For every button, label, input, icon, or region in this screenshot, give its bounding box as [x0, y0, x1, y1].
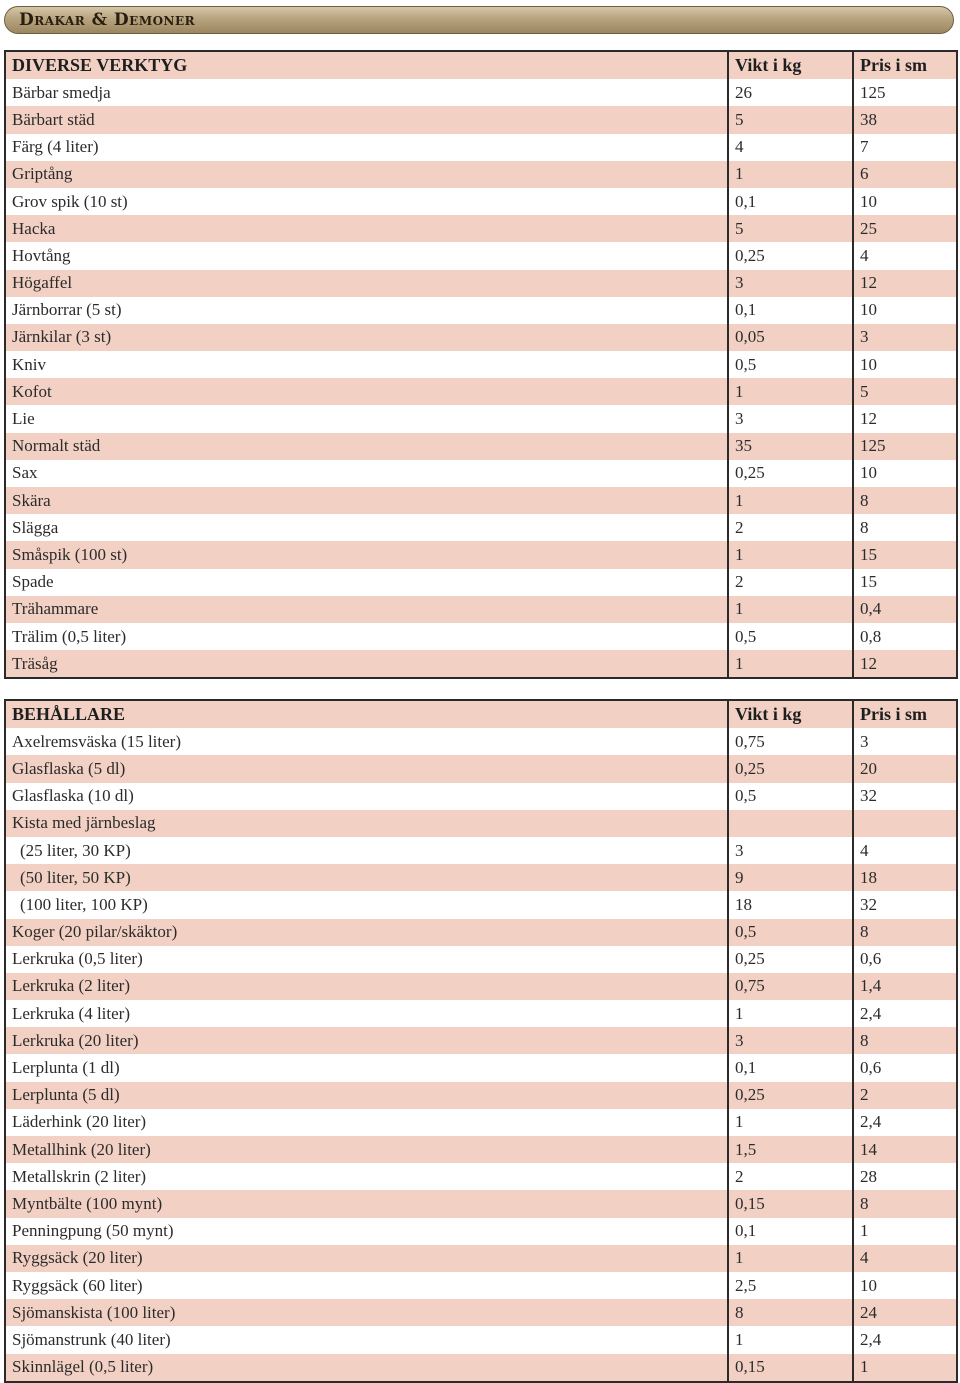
item-price: 8 [853, 1027, 957, 1054]
item-weight: 1,5 [728, 1136, 853, 1163]
table-row [5, 79, 957, 106]
item-name: Axelremsväska (15 liter) [5, 728, 728, 755]
item-price: 2 [853, 1082, 957, 1109]
item-weight: 3 [728, 1027, 853, 1054]
item-name: (100 liter, 100 KP) [5, 891, 728, 918]
item-price: 12 [853, 270, 957, 297]
table-row [5, 973, 957, 1000]
table-row [5, 1272, 957, 1299]
item-weight: 1 [728, 487, 853, 514]
item-price: 5 [853, 378, 957, 405]
table-row [5, 623, 957, 650]
item-weight: 1 [728, 596, 853, 623]
item-weight: 0,25 [728, 242, 853, 269]
table-row [5, 1054, 957, 1081]
item-name: Slägga [5, 514, 728, 541]
item-name: Griptång [5, 161, 728, 188]
table-row [5, 188, 957, 215]
item-weight: 2 [728, 1163, 853, 1190]
item-weight: 4 [728, 134, 853, 161]
item-weight: 2,5 [728, 1272, 853, 1299]
item-weight: 0,15 [728, 1190, 853, 1217]
item-weight: 8 [728, 1299, 853, 1326]
item-name: Lerkruka (20 liter) [5, 1027, 728, 1054]
item-price: 0,6 [853, 1054, 957, 1081]
item-weight [728, 810, 853, 837]
table-row [5, 487, 957, 514]
item-price: 4 [853, 837, 957, 864]
item-price: 14 [853, 1136, 957, 1163]
item-weight: 18 [728, 891, 853, 918]
table-row [5, 1027, 957, 1054]
table-header-row [5, 51, 957, 79]
table-row [5, 1299, 957, 1326]
table-row [5, 755, 957, 782]
item-weight: 3 [728, 270, 853, 297]
item-name: Sjömanstrunk (40 liter) [5, 1326, 728, 1353]
item-price: 1 [853, 1354, 957, 1382]
item-name: Ryggsäck (60 liter) [5, 1272, 728, 1299]
table-row [5, 569, 957, 596]
item-price: 125 [853, 79, 957, 106]
item-price: 3 [853, 728, 957, 755]
table-row [5, 1082, 957, 1109]
item-weight: 1 [728, 1109, 853, 1136]
column-header-weight: Vikt i kg [728, 51, 853, 79]
item-price: 1 [853, 1218, 957, 1245]
table-row [5, 946, 957, 973]
item-name: (50 liter, 50 KP) [5, 864, 728, 891]
table-row [5, 1326, 957, 1353]
item-weight: 1 [728, 378, 853, 405]
column-header-price: Pris i sm [853, 51, 957, 79]
item-name: Skära [5, 487, 728, 514]
item-price: 32 [853, 783, 957, 810]
item-name: Lerplunta (5 dl) [5, 1082, 728, 1109]
item-weight: 2 [728, 569, 853, 596]
item-price: 8 [853, 514, 957, 541]
item-name: Glasflaska (5 dl) [5, 755, 728, 782]
table-row [5, 514, 957, 541]
table-row [5, 650, 957, 678]
table-row [5, 1245, 957, 1272]
item-price: 1,4 [853, 973, 957, 1000]
item-name: Järnkilar (3 st) [5, 324, 728, 351]
table-row [5, 891, 957, 918]
item-price: 24 [853, 1299, 957, 1326]
table-title: BEHÅLLARE [5, 700, 728, 728]
item-weight: 3 [728, 405, 853, 432]
column-header-weight: Vikt i kg [728, 700, 853, 728]
item-weight: 26 [728, 79, 853, 106]
item-weight: 5 [728, 215, 853, 242]
item-name: Järnborrar (5 st) [5, 297, 728, 324]
item-name: Läderhink (20 liter) [5, 1109, 728, 1136]
item-name: Trähammare [5, 596, 728, 623]
item-weight: 3 [728, 837, 853, 864]
item-price [853, 810, 957, 837]
item-name: Högaffel [5, 270, 728, 297]
item-name: Lerkruka (4 liter) [5, 1000, 728, 1027]
table-row [5, 161, 957, 188]
item-name: Träsåg [5, 650, 728, 678]
item-name: Myntbälte (100 mynt) [5, 1190, 728, 1217]
item-name: Metallskrin (2 liter) [5, 1163, 728, 1190]
item-name: Penningpung (50 mynt) [5, 1218, 728, 1245]
item-price: 15 [853, 541, 957, 568]
item-weight: 0,5 [728, 783, 853, 810]
item-price: 2,4 [853, 1109, 957, 1136]
table-row [5, 106, 957, 133]
item-weight: 0,5 [728, 351, 853, 378]
table-row [5, 837, 957, 864]
item-weight: 0,15 [728, 1354, 853, 1382]
item-price: 4 [853, 1245, 957, 1272]
item-price: 8 [853, 487, 957, 514]
item-weight: 0,1 [728, 1218, 853, 1245]
table-row [5, 297, 957, 324]
item-name: Småspik (100 st) [5, 541, 728, 568]
item-name: Spade [5, 569, 728, 596]
item-name: Glasflaska (10 dl) [5, 783, 728, 810]
item-price: 2,4 [853, 1326, 957, 1353]
table-row [5, 242, 957, 269]
item-name: Grov spik (10 st) [5, 188, 728, 215]
item-weight: 1 [728, 1000, 853, 1027]
item-name: Kniv [5, 351, 728, 378]
item-name: Bärbar smedja [5, 79, 728, 106]
banner-title: Drakar & Demoner [19, 10, 196, 30]
item-weight: 1 [728, 161, 853, 188]
item-name: Metallhink (20 liter) [5, 1136, 728, 1163]
item-weight: 0,5 [728, 623, 853, 650]
item-price: 20 [853, 755, 957, 782]
item-name: Skinnlägel (0,5 liter) [5, 1354, 728, 1382]
item-weight: 0,25 [728, 946, 853, 973]
item-weight: 0,1 [728, 297, 853, 324]
table-row [5, 134, 957, 161]
item-name: Kofot [5, 378, 728, 405]
item-price: 12 [853, 405, 957, 432]
item-price: 0,8 [853, 623, 957, 650]
item-name: Lerkruka (0,5 liter) [5, 946, 728, 973]
item-name: Lie [5, 405, 728, 432]
table-header-row [5, 700, 957, 728]
item-price: 25 [853, 215, 957, 242]
item-name: Hovtång [5, 242, 728, 269]
header-banner [4, 6, 954, 34]
column-header-price: Pris i sm [853, 700, 957, 728]
item-price: 2,4 [853, 1000, 957, 1027]
table-row [5, 1190, 957, 1217]
table-row [5, 919, 957, 946]
table-row [5, 596, 957, 623]
item-name: Färg (4 liter) [5, 134, 728, 161]
table-row [5, 810, 957, 837]
item-price: 3 [853, 324, 957, 351]
table-row [5, 1354, 957, 1382]
table-row [5, 324, 957, 351]
item-price: 6 [853, 161, 957, 188]
item-weight: 0,25 [728, 460, 853, 487]
item-name: Lerplunta (1 dl) [5, 1054, 728, 1081]
item-price: 32 [853, 891, 957, 918]
item-weight: 0,25 [728, 1082, 853, 1109]
item-name: Hacka [5, 215, 728, 242]
item-price: 0,4 [853, 596, 957, 623]
item-price: 18 [853, 864, 957, 891]
item-price: 8 [853, 919, 957, 946]
item-weight: 0,05 [728, 324, 853, 351]
item-weight: 5 [728, 106, 853, 133]
item-price: 10 [853, 188, 957, 215]
item-weight: 1 [728, 1245, 853, 1272]
item-weight: 0,1 [728, 1054, 853, 1081]
item-name: Sax [5, 460, 728, 487]
item-name: Kista med järnbeslag [5, 810, 728, 837]
table-row [5, 1136, 957, 1163]
item-price: 38 [853, 106, 957, 133]
item-name: (25 liter, 30 KP) [5, 837, 728, 864]
item-weight: 0,75 [728, 728, 853, 755]
table-row [5, 1000, 957, 1027]
item-price: 7 [853, 134, 957, 161]
item-weight: 2 [728, 514, 853, 541]
table-row [5, 378, 957, 405]
item-price: 10 [853, 460, 957, 487]
table-row [5, 1218, 957, 1245]
item-name: Ryggsäck (20 liter) [5, 1245, 728, 1272]
item-weight: 0,25 [728, 755, 853, 782]
table-row [5, 433, 957, 460]
item-price: 125 [853, 433, 957, 460]
table-row [5, 1163, 957, 1190]
item-name: Bärbart städ [5, 106, 728, 133]
item-weight: 0,1 [728, 188, 853, 215]
table-row [5, 728, 957, 755]
item-price: 12 [853, 650, 957, 678]
item-price: 10 [853, 297, 957, 324]
table-row [5, 405, 957, 432]
item-weight: 1 [728, 541, 853, 568]
item-weight: 0,75 [728, 973, 853, 1000]
table-row [5, 460, 957, 487]
item-name: Sjömanskista (100 liter) [5, 1299, 728, 1326]
table-row [5, 351, 957, 378]
table-row [5, 1109, 957, 1136]
table-row [5, 215, 957, 242]
table-row [5, 541, 957, 568]
item-weight: 35 [728, 433, 853, 460]
item-name: Normalt städ [5, 433, 728, 460]
item-price: 0,6 [853, 946, 957, 973]
item-weight: 0,5 [728, 919, 853, 946]
item-price: 10 [853, 351, 957, 378]
table-title: DIVERSE VERKTYG [5, 51, 728, 79]
item-price: 8 [853, 1190, 957, 1217]
item-weight: 1 [728, 1326, 853, 1353]
table-row [5, 783, 957, 810]
table-diverse-verktyg [4, 50, 958, 679]
table-row [5, 270, 957, 297]
item-price: 4 [853, 242, 957, 269]
table-behallare [4, 699, 958, 1383]
item-price: 10 [853, 1272, 957, 1299]
item-name: Lerkruka (2 liter) [5, 973, 728, 1000]
item-weight: 9 [728, 864, 853, 891]
item-name: Trälim (0,5 liter) [5, 623, 728, 650]
item-weight: 1 [728, 650, 853, 678]
item-name: Koger (20 pilar/skäktor) [5, 919, 728, 946]
item-price: 15 [853, 569, 957, 596]
table-row [5, 864, 957, 891]
item-price: 28 [853, 1163, 957, 1190]
